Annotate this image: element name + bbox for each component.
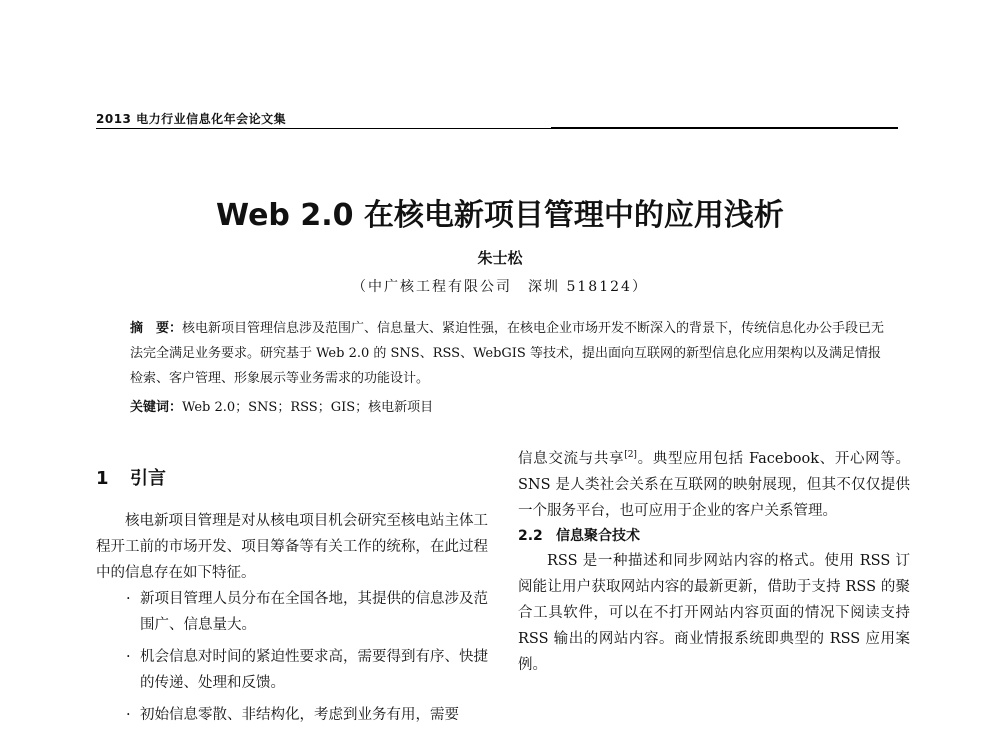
continuation-paragraph [518,446,910,524]
paper-title: Web 2.0 在核电新项目管理中的应用浅析 [216,198,784,233]
header-rule-right [551,127,898,129]
keywords [130,398,890,418]
intro-paragraph: 核电新项目管理是对从核电项目机会研究至核电站主体工程开工前的市场开发、项目筹备等有关工作的统称，在此过程中的信息存在如下特征。 [96,513,488,581]
abstract-label: 摘 要： [130,321,183,336]
keywords-label: 关键词： [130,400,183,415]
rss-paragraph: RSS 是一种描述和同步网站内容的格式。使用 RSS 订阅能让用户获取网站内容的最新更新，借助于支持 RSS 的聚合工具软件，可以在不打开网站内容页面的情况下阅读支持 RSS 输出的网站内容。商业情报系统即典型的 RSS 应用案例。 [518,553,910,673]
section-number: 1 [96,468,109,489]
citation-ref: [2] [624,450,637,461]
keywords-text: Web 2.0；SNS；RSS；GIS；核电新项目 [182,400,434,415]
bullet-text: 初始信息零散、非结构化，考虑到业务有用，需要 [140,707,459,723]
author-affiliation: （中广核工程有限公司 深圳 518124） [352,279,648,295]
bullet-marker: · [126,649,131,665]
running-head: 2013 电力行业信息化年会论文集 [96,112,287,126]
subsection-title: 信息聚合技术 [556,528,640,544]
right-column [518,446,910,678]
list-item [96,586,488,638]
abstract-text: 核电新项目管理信息涉及范围广、信息量大、紧迫性强，在核电企业市场开发不断深入的背景下，传统信息化办公手段已无法完全满足业务要求。研究基于 Web 2.0 的 SNS、RSS、WebGIS 等技术，提出面向互联网的新型信息化应用架构以及满足情报检索、客户管理、形象展示等业务需求的功能设计。 [130,321,885,386]
bullet-text: 机会信息对时间的紧迫性要求高，需要得到有序、快捷的传递、处理和反馈。 [140,649,488,691]
bullet-marker: · [126,591,131,607]
left-column [96,462,488,734]
list-item [96,644,488,696]
subsection-number: 2.2 [518,528,543,544]
list-item [96,702,488,728]
bullet-text: 新项目管理人员分布在全国各地，其提供的信息涉及范围广、信息量大。 [140,591,488,633]
continuation-text: 信息交流与共享 [518,451,625,467]
abstract [130,316,890,391]
bullet-marker: · [126,707,131,723]
section-title: 引言 [130,468,166,489]
header-rule-left [96,128,551,129]
continuation-rest: 。典型应用包括 Facebook、开心网等。SNS 是人类社会关系在互联网的映射展现，但其不仅仅提供一个服务平台，也可应用于企业的客户关系管理。 [518,451,911,519]
section-heading [96,462,488,496]
author-name: 朱士松 [477,249,523,267]
subsection-heading [518,524,910,548]
